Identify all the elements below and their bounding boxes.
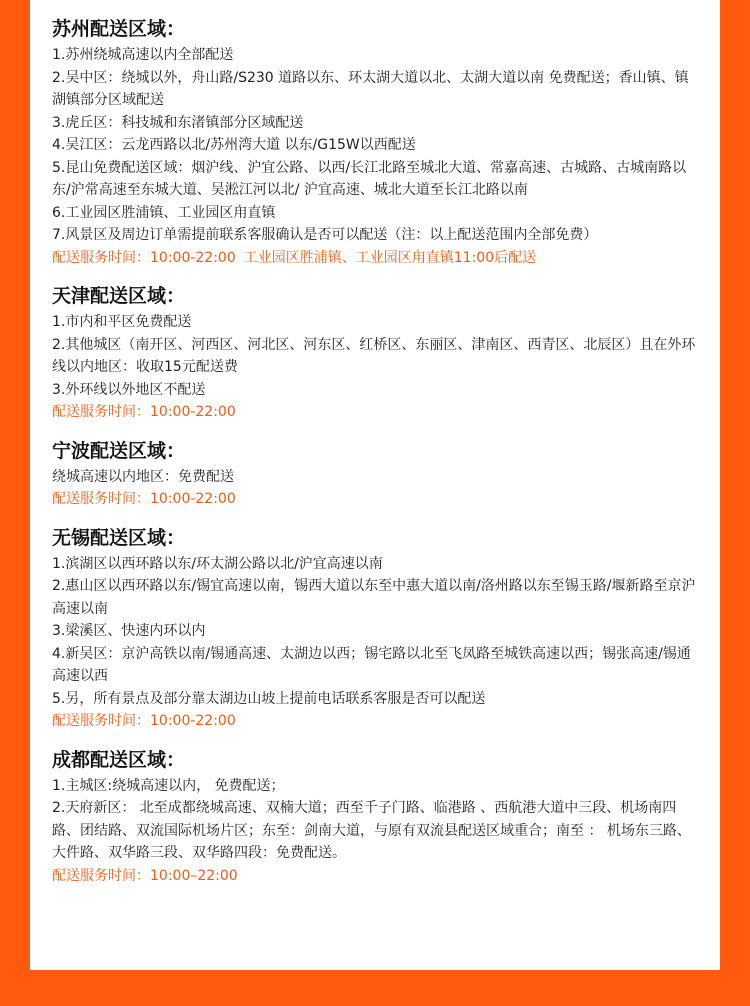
suzhou-section	[52, 16, 698, 269]
section-line: 5.昆山免费配送区域：烟沪线、沪宜公路、以西/长江北路至城北大道、常嘉高速、古城路、古城南路以东/沪常高速至东城大道、吴淞江河以北/ 沪宜高速、城北大道至长江北路以南	[52, 159, 687, 198]
wuxi-section	[52, 525, 698, 733]
section-title: 天津配送区域：	[52, 285, 186, 307]
service-hours-note: 工业园区胜浦镇、工业园区甪直镇11:00后配送	[243, 249, 537, 266]
section-title: 苏州配送区域：	[52, 18, 186, 40]
section-line: 3.外环线以外地区不配送	[52, 381, 206, 398]
service-hours: 配送服务时间：10:00-22:00	[52, 404, 236, 420]
delivery-info-card	[30, 0, 720, 970]
section-line: 2.惠山区以西环路以东/锡宜高速以南，锡西大道以东至中惠大道以南/洛州路以东至锡玉路/堰新路至京沪高速以南	[52, 578, 696, 617]
section-line: 3.虎丘区：科技城和东渚镇部分区域配送	[52, 114, 304, 131]
service-hours-text: 配送服务时间：10:00-22:00	[52, 249, 236, 266]
section-line: 2.吴中区：绕城以外，舟山路/S230 道路以东、环太湖大道以北、太湖大道以南 免费配送；香山镇、镇湖镇部分区域配送	[52, 69, 689, 108]
section-line: 6.工业园区胜浦镇、工业园区甪直镇	[52, 204, 276, 221]
service-hours: 配送服务时间：10:00-22:00	[52, 713, 236, 729]
section-title: 成都配送区域：	[52, 748, 186, 771]
section-line: 1.滨湖区以西环路以东/环太湖公路以北/沪宜高速以南	[52, 555, 383, 572]
section-line: 3.梁溪区、快速内环以内	[52, 623, 206, 639]
section-line: 1.主城区:绕城高速以内， 免费配送；	[52, 777, 285, 794]
section-line: 5.另，所有景点及部分靠太湖边山坡上提前电话联系客服是否可以配送	[52, 690, 486, 707]
service-hours	[52, 247, 698, 270]
service-hours: 配送服务时间：10:00–22:00	[52, 867, 238, 884]
section-line: 1.市内和平区免费配送	[52, 314, 192, 330]
tianjin-section	[52, 283, 698, 424]
ningbo-section	[52, 438, 698, 511]
section-line: 2.天府新区： 北至成都绕城高速、双楠大道；西至千子门路、临港路 、西航港大道中三段、机场南四路、团结路、双流国际机场片区；东至：剑南大道，与原有双流县配送区域重合；南至 ： 机场东三路、大件路、双华路三段、双华路四段：免费配送。	[52, 800, 691, 861]
section-title: 无锡配送区域：	[52, 526, 186, 549]
chengdu-section	[52, 747, 698, 888]
section-line: 1.苏州绕城高速以内全部配送	[52, 47, 234, 63]
section-line: 4.吴江区：云龙西路以北/苏州湾大道 以东/G15W以西配送	[52, 137, 416, 153]
section-title: 宁波配送区域：	[52, 439, 186, 462]
service-hours: 配送服务时间：10:00-22:00	[52, 491, 236, 507]
section-line: 7.风景区及周边订单需提前联系客服确认是否可以配送（注：以上配送范围内全部免费）	[52, 227, 598, 243]
section-line: 绕城高速以内地区：免费配送	[52, 468, 234, 485]
section-line: 2.其他城区（南开区、河西区、河北区、河东区、红桥区、东丽区、津南区、西青区、北辰区）且在外环线以内地区：收取15元配送费	[52, 336, 696, 375]
section-line: 4.新吴区：京沪高铁以南/锡通高速、太湖边以西；锡宅路以北至飞凤路至城铁高速以西；锡张高速/锡通高速以西	[52, 645, 691, 684]
